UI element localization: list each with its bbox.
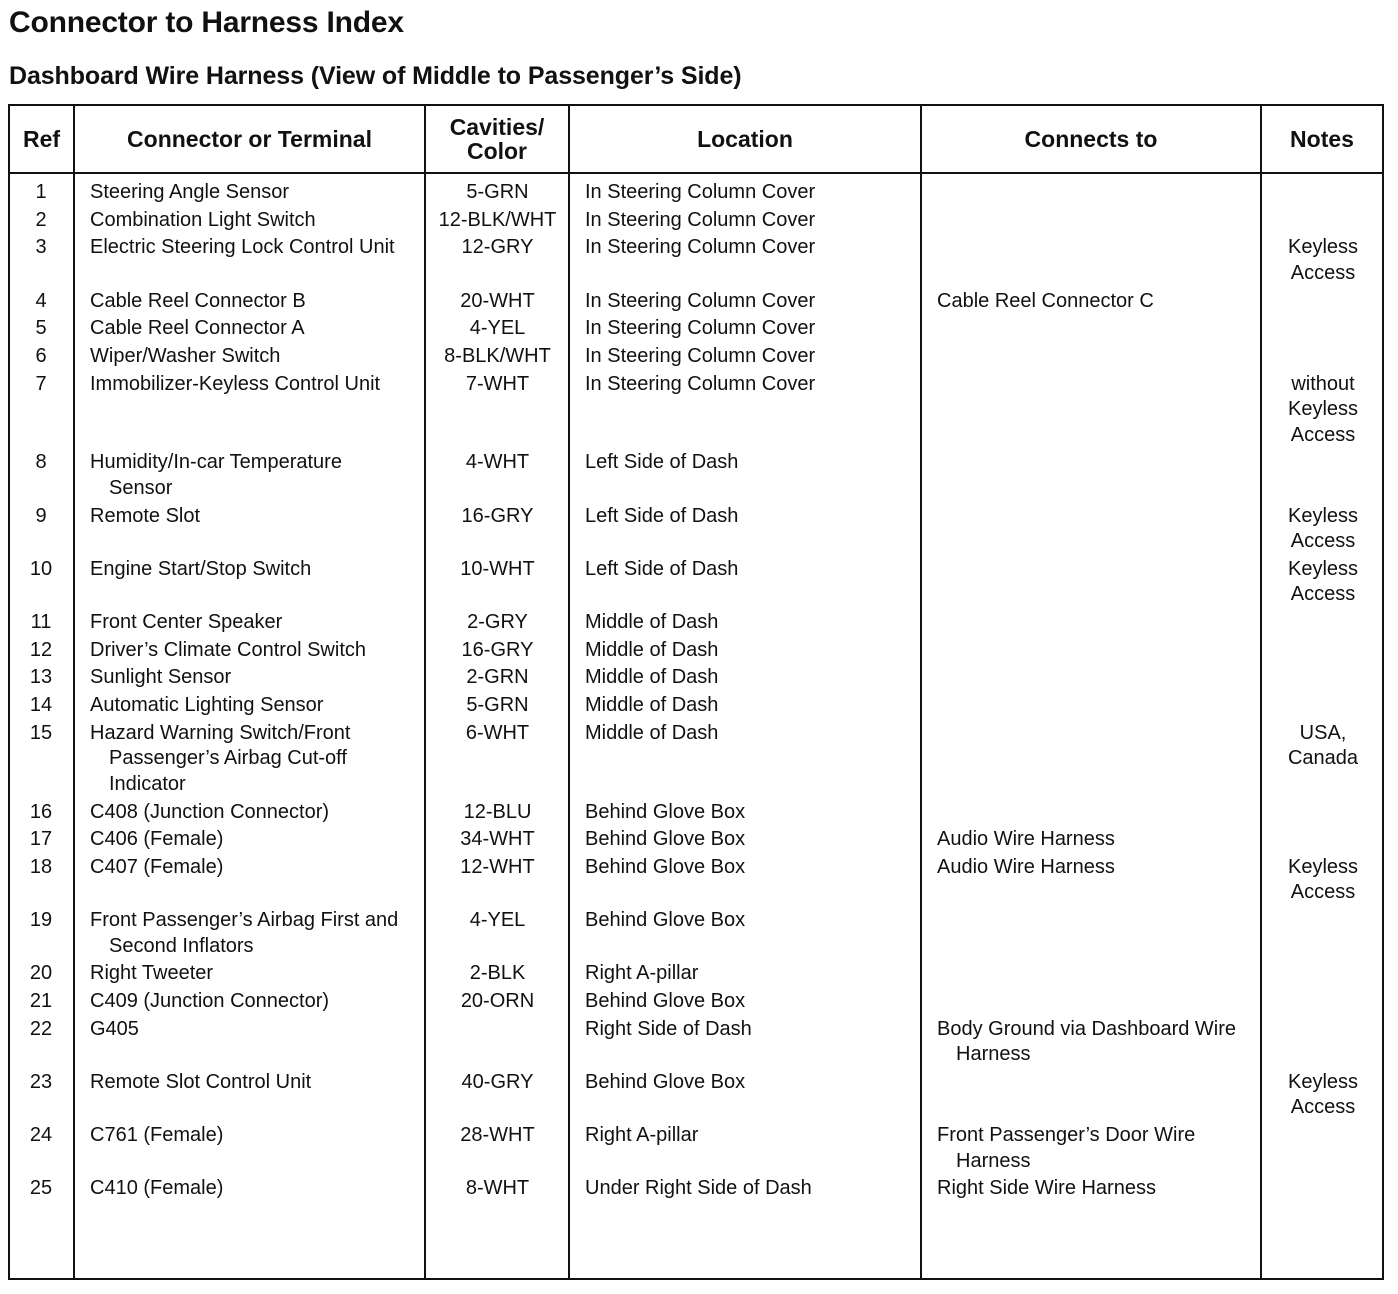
cell-location-line: Behind Glove Box bbox=[585, 828, 746, 851]
cell-connector-line: Passenger’s Airbag Cut-off bbox=[109, 747, 347, 770]
cell-location bbox=[585, 638, 718, 664]
header-divider bbox=[8, 172, 1384, 174]
cell-ref-line: 1 bbox=[35, 181, 47, 203]
cell-ref bbox=[10, 1070, 72, 1096]
header-ref: Ref bbox=[22, 126, 61, 152]
cell-connector bbox=[90, 344, 280, 370]
page-subtitle: Dashboard Wire Harness (View of Middle to Passenger’s Side) bbox=[9, 62, 742, 90]
cell-ref-line: 3 bbox=[35, 236, 47, 259]
header-cavities: Cavities/ Color bbox=[449, 114, 545, 164]
cell-cavities-line: 5-GRN bbox=[466, 694, 529, 717]
cell-cavities-line: 4-YEL bbox=[469, 317, 526, 340]
cell-ref-line: 19 bbox=[29, 909, 53, 932]
cell-connector-line: G405 bbox=[90, 1017, 139, 1040]
cell-ref bbox=[10, 855, 72, 881]
cell-location-line: Middle of Dash bbox=[585, 694, 719, 717]
cell-location bbox=[585, 989, 745, 1015]
cell-location bbox=[585, 208, 815, 234]
cell-location-line: Left Side of Dash bbox=[585, 504, 739, 527]
cell-connector-line: Front Center Speaker bbox=[90, 611, 283, 633]
cell-cavities bbox=[427, 344, 568, 370]
cell-connector bbox=[90, 610, 282, 636]
cell-connects-to-line: Front Passenger’s Door Wire bbox=[937, 1124, 1196, 1147]
cell-connector-line: Cable Reel Connector A bbox=[90, 317, 305, 340]
cell-notes bbox=[1263, 372, 1383, 449]
cell-ref bbox=[10, 693, 72, 719]
cell-connector-line: Cable Reel Connector B bbox=[90, 289, 306, 312]
cell-connector-line: Driver’s Climate Control Switch bbox=[90, 638, 366, 661]
cell-location bbox=[585, 1123, 698, 1149]
column-divider bbox=[73, 104, 75, 1280]
cell-ref bbox=[10, 372, 72, 398]
cell-connector bbox=[90, 504, 200, 530]
cell-cavities-line: 20-ORN bbox=[460, 990, 535, 1012]
cell-ref-line: 16 bbox=[29, 800, 53, 823]
cell-connector bbox=[90, 180, 289, 206]
cell-cavities bbox=[427, 610, 568, 636]
cell-cavities-line: 6-WHT bbox=[465, 721, 530, 744]
cell-location bbox=[585, 721, 718, 747]
cell-cavities bbox=[427, 235, 568, 261]
cell-location bbox=[585, 908, 745, 934]
table-frame bbox=[8, 104, 1384, 1280]
cell-connector-line: Indicator bbox=[109, 772, 186, 795]
column-divider bbox=[424, 104, 426, 1280]
cell-ref bbox=[10, 208, 72, 234]
cell-notes-line: Keyless bbox=[1287, 398, 1359, 421]
cell-connector-line: Right Tweeter bbox=[90, 962, 214, 985]
cell-cavities bbox=[427, 1123, 568, 1149]
cell-location bbox=[585, 610, 718, 636]
cell-cavities bbox=[427, 504, 568, 530]
cell-connector-line: Electric Steering Lock Control Unit bbox=[90, 236, 395, 259]
cell-connects-to-line: Audio Wire Harness bbox=[937, 855, 1115, 878]
cell-ref-line: 9 bbox=[35, 504, 47, 527]
cell-ref bbox=[10, 827, 72, 853]
cell-connector bbox=[90, 693, 323, 719]
cell-connector-line: Sunlight Sensor bbox=[90, 666, 232, 689]
cell-ref bbox=[10, 450, 72, 476]
cell-cavities-line: 5-GRN bbox=[466, 181, 529, 203]
cell-cavities-line: 10-WHT bbox=[460, 557, 535, 580]
cell-connector bbox=[90, 1017, 139, 1043]
cell-cavities-line: 12-GRY bbox=[461, 236, 534, 259]
cell-notes-line: Canada bbox=[1287, 747, 1359, 770]
cell-ref bbox=[10, 638, 72, 664]
cell-notes-line: Access bbox=[1290, 261, 1356, 284]
cell-connector-line: Sensor bbox=[109, 476, 173, 499]
cell-connector bbox=[90, 908, 398, 959]
cell-cavities bbox=[427, 208, 568, 234]
cell-cavities bbox=[427, 855, 568, 881]
cell-cavities bbox=[427, 665, 568, 691]
cell-ref bbox=[10, 1123, 72, 1149]
cell-ref-line: 7 bbox=[35, 372, 47, 395]
cell-cavities bbox=[427, 638, 568, 664]
cell-connects-to-line: Audio Wire Harness bbox=[937, 828, 1115, 851]
cell-notes-line: without bbox=[1291, 372, 1355, 395]
cell-connector bbox=[90, 372, 380, 398]
cell-ref-line: 2 bbox=[35, 208, 47, 231]
cell-connects-to-line: Harness bbox=[956, 1149, 1031, 1172]
cell-cavities-line: 40-GRY bbox=[461, 1070, 534, 1093]
cell-location bbox=[585, 344, 815, 370]
cell-location bbox=[585, 235, 815, 261]
cell-cavities bbox=[427, 908, 568, 934]
cell-connector-line: Remote Slot bbox=[90, 504, 201, 527]
cell-location bbox=[585, 1017, 752, 1043]
cell-location-line: Left Side of Dash bbox=[585, 557, 739, 580]
cell-cavities bbox=[427, 316, 568, 342]
cell-location-line: Right A-pillar bbox=[585, 962, 699, 985]
cell-location-line: Behind Glove Box bbox=[585, 1070, 746, 1093]
cell-connects-to bbox=[937, 1017, 1236, 1068]
cell-location-line: In Steering Column Cover bbox=[585, 208, 816, 231]
cell-location bbox=[585, 961, 698, 987]
cell-connects-to-line: Cable Reel Connector C bbox=[937, 289, 1154, 312]
cell-cavities-line: 4-YEL bbox=[469, 909, 526, 932]
cell-location bbox=[585, 372, 815, 398]
cell-ref bbox=[10, 180, 72, 206]
cell-cavities bbox=[427, 827, 568, 853]
cell-connects-to bbox=[937, 855, 1115, 881]
cell-cavities bbox=[427, 800, 568, 826]
cell-location bbox=[585, 1070, 745, 1096]
cell-cavities bbox=[427, 557, 568, 583]
cell-notes bbox=[1263, 504, 1383, 555]
cell-connector-line: Remote Slot Control Unit bbox=[90, 1070, 312, 1093]
cell-cavities-line: 12-BLU bbox=[463, 800, 532, 823]
cell-location-line: Middle of Dash bbox=[585, 666, 719, 689]
cell-ref-line: 21 bbox=[29, 990, 53, 1012]
cell-cavities-line: 2-BLK bbox=[469, 962, 526, 985]
cell-ref bbox=[10, 800, 72, 826]
cell-cavities-line: 7-WHT bbox=[465, 372, 530, 395]
cell-cavities bbox=[427, 961, 568, 987]
cell-ref-line: 6 bbox=[35, 345, 47, 367]
cell-cavities bbox=[427, 450, 568, 476]
cell-connector bbox=[90, 638, 366, 664]
cell-connector bbox=[90, 1123, 223, 1149]
cell-connector bbox=[90, 800, 329, 826]
cell-connector-line: C408 (Junction Connector) bbox=[90, 800, 330, 823]
cell-connects-to-line: Harness bbox=[956, 1043, 1031, 1066]
cell-cavities-line: 4-WHT bbox=[465, 451, 530, 474]
cell-location bbox=[585, 289, 815, 315]
cell-connector bbox=[90, 235, 395, 261]
cell-cavities-line: 12-WHT bbox=[460, 855, 535, 878]
cell-location bbox=[585, 316, 815, 342]
cell-notes-line: Access bbox=[1290, 881, 1356, 904]
cell-connector bbox=[90, 665, 231, 691]
cell-connector bbox=[90, 721, 350, 798]
cell-connects-to bbox=[937, 1176, 1156, 1202]
cell-location-line: In Steering Column Cover bbox=[585, 236, 816, 259]
cell-connector bbox=[90, 557, 311, 583]
cell-cavities bbox=[427, 989, 568, 1015]
cell-connects-to bbox=[937, 289, 1154, 315]
cell-location-line: In Steering Column Cover bbox=[585, 372, 816, 395]
cell-connector-line: Front Passenger’s Airbag First and bbox=[90, 909, 399, 932]
cell-notes bbox=[1263, 855, 1383, 906]
cell-cavities bbox=[427, 180, 568, 206]
cell-cavities bbox=[427, 289, 568, 315]
cell-cavities-line: 12-BLK/WHT bbox=[438, 208, 557, 231]
cell-connector bbox=[90, 961, 213, 987]
cell-location-line: Right A-pillar bbox=[585, 1124, 699, 1147]
cell-ref bbox=[10, 557, 72, 583]
cell-connector-line: C409 (Junction Connector) bbox=[90, 990, 330, 1012]
cell-ref-line: 24 bbox=[29, 1124, 53, 1147]
cell-ref bbox=[10, 721, 72, 747]
cell-connector-line: Engine Start/Stop Switch bbox=[90, 557, 312, 580]
cell-connector-line: Automatic Lighting Sensor bbox=[90, 694, 324, 717]
cell-location-line: In Steering Column Cover bbox=[585, 181, 816, 203]
cell-location bbox=[585, 855, 745, 881]
cell-cavities bbox=[427, 1176, 568, 1202]
cell-ref-line: 10 bbox=[29, 557, 53, 580]
cell-notes-line: Keyless bbox=[1287, 1070, 1359, 1093]
cell-connector-line: Wiper/Washer Switch bbox=[90, 345, 281, 367]
cell-ref-line: 17 bbox=[29, 828, 53, 851]
header-connector: Connector or Terminal bbox=[127, 126, 372, 152]
cell-ref-line: 11 bbox=[30, 611, 52, 633]
cell-location bbox=[585, 450, 738, 476]
header-notes: Notes bbox=[1290, 126, 1354, 152]
cell-connector bbox=[90, 1070, 311, 1096]
cell-cavities bbox=[427, 372, 568, 398]
cell-notes-line: Keyless bbox=[1287, 557, 1359, 580]
cell-notes-line: USA, bbox=[1299, 721, 1347, 744]
cell-connector-line: C406 (Female) bbox=[90, 828, 224, 851]
cell-ref-line: 25 bbox=[29, 1177, 53, 1200]
cell-cavities-line: 2-GRN bbox=[466, 666, 529, 689]
cell-notes-line: Access bbox=[1290, 423, 1356, 446]
cell-connector-line: Immobilizer-Keyless Control Unit bbox=[90, 372, 381, 395]
cell-notes-line: Access bbox=[1290, 1096, 1356, 1119]
cell-location-line: In Steering Column Cover bbox=[585, 345, 816, 367]
cell-cavities-line: 2-GRY bbox=[467, 611, 528, 633]
cell-connector bbox=[90, 1176, 223, 1202]
cell-notes-line: Keyless bbox=[1287, 236, 1359, 259]
cell-location bbox=[585, 827, 745, 853]
cell-location bbox=[585, 557, 738, 583]
cell-ref-line: 5 bbox=[35, 317, 47, 340]
cell-connector bbox=[90, 989, 329, 1015]
cell-notes-line: Access bbox=[1290, 530, 1356, 553]
cell-ref bbox=[10, 989, 72, 1015]
cell-ref-line: 14 bbox=[29, 694, 53, 717]
cell-connector-line: C410 (Female) bbox=[90, 1177, 224, 1200]
header-connects-to: Connects to bbox=[1024, 126, 1158, 152]
cell-connector-line: Steering Angle Sensor bbox=[90, 181, 290, 203]
cell-location-line: Right Side of Dash bbox=[585, 1017, 752, 1040]
cell-notes bbox=[1263, 557, 1383, 608]
cell-cavities-line: 28-WHT bbox=[460, 1124, 535, 1147]
cell-cavities-line: 8-WHT bbox=[465, 1177, 530, 1200]
cell-ref-line: 20 bbox=[29, 962, 53, 985]
cell-cavities-line: 20-WHT bbox=[460, 289, 535, 312]
cell-ref bbox=[10, 961, 72, 987]
cell-ref bbox=[10, 610, 72, 636]
cell-location-line: Middle of Dash bbox=[585, 638, 719, 661]
cell-connector-line: Humidity/In-car Temperature bbox=[90, 451, 342, 474]
cell-location-line: Behind Glove Box bbox=[585, 909, 746, 932]
cell-notes bbox=[1263, 235, 1383, 286]
column-divider bbox=[920, 104, 922, 1280]
cell-connector-line: Combination Light Switch bbox=[90, 208, 316, 231]
cell-ref bbox=[10, 289, 72, 315]
cell-ref bbox=[10, 344, 72, 370]
cell-ref bbox=[10, 504, 72, 530]
cell-notes bbox=[1263, 721, 1383, 772]
cell-connector bbox=[90, 827, 223, 853]
cell-cavities-line: 16-GRY bbox=[461, 504, 534, 527]
cell-location bbox=[585, 1176, 812, 1202]
cell-ref-line: 8 bbox=[35, 451, 47, 474]
cell-cavities-line: 8-BLK/WHT bbox=[444, 345, 551, 367]
cell-connector-line: C761 (Female) bbox=[90, 1124, 224, 1147]
cell-notes-line: Access bbox=[1290, 583, 1356, 606]
cell-ref bbox=[10, 1017, 72, 1043]
cell-connects-to-line: Body Ground via Dashboard Wire bbox=[937, 1017, 1237, 1040]
cell-location-line: Left Side of Dash bbox=[585, 451, 739, 474]
column-divider bbox=[1260, 104, 1262, 1280]
cell-notes bbox=[1263, 1070, 1383, 1121]
cell-ref-line: 13 bbox=[29, 666, 53, 689]
cell-ref-line: 4 bbox=[35, 289, 47, 312]
cell-location-line: In Steering Column Cover bbox=[585, 289, 816, 312]
cell-connector-line: C407 (Female) bbox=[90, 855, 224, 878]
cell-connector-line: Second Inflators bbox=[109, 934, 254, 957]
cell-location bbox=[585, 665, 718, 691]
cell-location-line: Behind Glove Box bbox=[585, 855, 746, 878]
cell-ref bbox=[10, 316, 72, 342]
cell-location-line: Under Right Side of Dash bbox=[585, 1177, 812, 1200]
cell-connector bbox=[90, 450, 342, 501]
cell-notes-line: Keyless bbox=[1287, 504, 1359, 527]
cell-connector-line: Hazard Warning Switch/Front bbox=[90, 721, 351, 744]
cell-ref bbox=[10, 1176, 72, 1202]
cell-notes-line: Keyless bbox=[1287, 855, 1359, 878]
cell-location bbox=[585, 800, 745, 826]
cell-connects-to bbox=[937, 827, 1115, 853]
cell-cavities bbox=[427, 721, 568, 747]
cell-ref-line: 18 bbox=[29, 855, 53, 878]
cell-ref-line: 12 bbox=[29, 638, 53, 661]
cell-cavities bbox=[427, 1070, 568, 1096]
cell-location bbox=[585, 693, 718, 719]
column-divider bbox=[568, 104, 570, 1280]
cell-connector bbox=[90, 208, 316, 234]
cell-cavities-line: 16-GRY bbox=[461, 638, 534, 661]
cell-connects-to bbox=[937, 1123, 1195, 1174]
cell-location-line: Behind Glove Box bbox=[585, 990, 746, 1012]
cell-ref bbox=[10, 908, 72, 934]
cell-connector bbox=[90, 316, 305, 342]
cell-location-line: Behind Glove Box bbox=[585, 800, 746, 823]
page-title: Connector to Harness Index bbox=[9, 6, 404, 39]
cell-cavities-line: 34-WHT bbox=[460, 828, 535, 851]
cell-connector bbox=[90, 289, 306, 315]
cell-ref bbox=[10, 665, 72, 691]
cell-location-line: Middle of Dash bbox=[585, 721, 719, 744]
header-location: Location bbox=[697, 126, 793, 152]
cell-ref-line: 23 bbox=[29, 1070, 53, 1093]
cell-location-line: Middle of Dash bbox=[585, 611, 719, 633]
cell-location bbox=[585, 180, 815, 206]
cell-ref-line: 22 bbox=[29, 1017, 53, 1040]
cell-cavities bbox=[427, 693, 568, 719]
cell-location-line: In Steering Column Cover bbox=[585, 317, 816, 340]
cell-connector bbox=[90, 855, 223, 881]
cell-ref-line: 15 bbox=[29, 721, 53, 744]
cell-ref bbox=[10, 235, 72, 261]
cell-location bbox=[585, 504, 738, 530]
cell-connects-to-line: Right Side Wire Harness bbox=[937, 1177, 1156, 1200]
